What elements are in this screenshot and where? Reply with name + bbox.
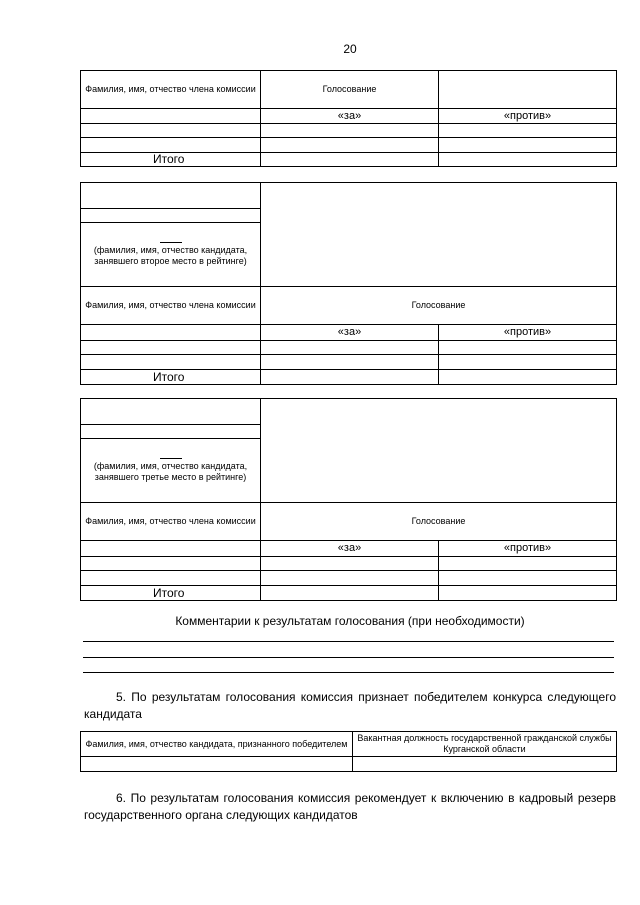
empty-cell — [439, 557, 617, 571]
vote-for-header: «за» — [261, 325, 439, 341]
empty-cell — [439, 138, 617, 153]
empty-cell — [81, 124, 261, 138]
empty-cell — [261, 586, 439, 601]
member-header: Фамилия, имя, отчество члена комиссии — [81, 503, 261, 541]
candidate-note-third: (фамилия, имя, отчество кандидата, занявшего третье место в рейтинге) — [93, 461, 248, 482]
empty-cell — [439, 355, 617, 370]
empty-cell — [81, 571, 261, 586]
paragraph-6: 6. По результатам голосования комиссия рекомендует к включению в кадровый резерв государственного органа следующих кандидатов — [84, 791, 616, 822]
empty-cell — [81, 209, 261, 223]
voting-table-3 — [80, 398, 617, 601]
candidate-name-area — [261, 183, 617, 287]
empty-cell — [81, 183, 261, 209]
comments-title: Комментарии к результатам голосования (при необходимости) — [175, 614, 525, 628]
empty-cell — [261, 341, 439, 355]
empty-cell — [439, 124, 617, 138]
empty-cell — [261, 124, 439, 138]
candidate-note-second: (фамилия, имя, отчество кандидата, занявшего второе место в рейтинге) — [93, 245, 248, 266]
empty-cell — [261, 138, 439, 153]
signature-line — [160, 458, 182, 459]
voting-table-2 — [80, 182, 617, 385]
empty-cell — [261, 355, 439, 370]
empty-cell — [81, 138, 261, 153]
empty-cell — [439, 571, 617, 586]
member-header: Фамилия, имя, отчество члена комиссии — [81, 71, 261, 109]
empty-cell — [439, 586, 617, 601]
voting-header: Голосование — [261, 287, 617, 325]
paragraph-5: 5. По результатам голосования комиссия признает победителем конкурса следующего кандидата — [84, 690, 616, 721]
empty-cell — [81, 355, 261, 370]
page-number: 20 — [343, 42, 357, 56]
empty-cell — [81, 757, 353, 772]
vote-against-header: «против» — [439, 109, 617, 124]
member-header: Фамилия, имя, отчество члена комиссии — [81, 287, 261, 325]
vote-against-header: «против» — [439, 541, 617, 557]
candidate-note-cell — [81, 439, 261, 503]
empty-cell — [81, 325, 261, 341]
voting-header: Голосование — [261, 71, 439, 109]
winner-table — [80, 731, 617, 772]
candidate-note-cell — [81, 223, 261, 287]
empty-cell — [261, 370, 439, 385]
empty-cell — [439, 71, 617, 109]
empty-cell — [81, 425, 261, 439]
empty-cell — [81, 541, 261, 557]
empty-cell — [261, 571, 439, 586]
vacancy-header: Вакантная должность государственной гражданской службы Курганской области — [353, 732, 617, 757]
empty-cell — [439, 341, 617, 355]
empty-cell — [81, 399, 261, 425]
empty-cell — [81, 557, 261, 571]
comment-line — [83, 641, 614, 642]
winner-name-header: Фамилия, имя, отчество кандидата, признанного победителем — [81, 732, 353, 757]
vote-for-header: «за» — [261, 109, 439, 124]
empty-cell — [81, 341, 261, 355]
total-label: Итого — [81, 370, 261, 385]
empty-cell — [261, 557, 439, 571]
voting-table-1 — [80, 70, 617, 167]
total-label: Итого — [81, 586, 261, 601]
empty-cell — [261, 153, 439, 167]
candidate-name-area — [261, 399, 617, 503]
empty-cell — [439, 370, 617, 385]
empty-cell — [439, 153, 617, 167]
empty-cell — [81, 109, 261, 124]
total-label: Итого — [81, 153, 261, 167]
comment-line — [83, 657, 614, 658]
vote-for-header: «за» — [261, 541, 439, 557]
voting-header: Голосование — [261, 503, 617, 541]
signature-line — [160, 242, 182, 243]
empty-cell — [353, 757, 617, 772]
vote-against-header: «против» — [439, 325, 617, 341]
comment-line — [83, 672, 614, 673]
